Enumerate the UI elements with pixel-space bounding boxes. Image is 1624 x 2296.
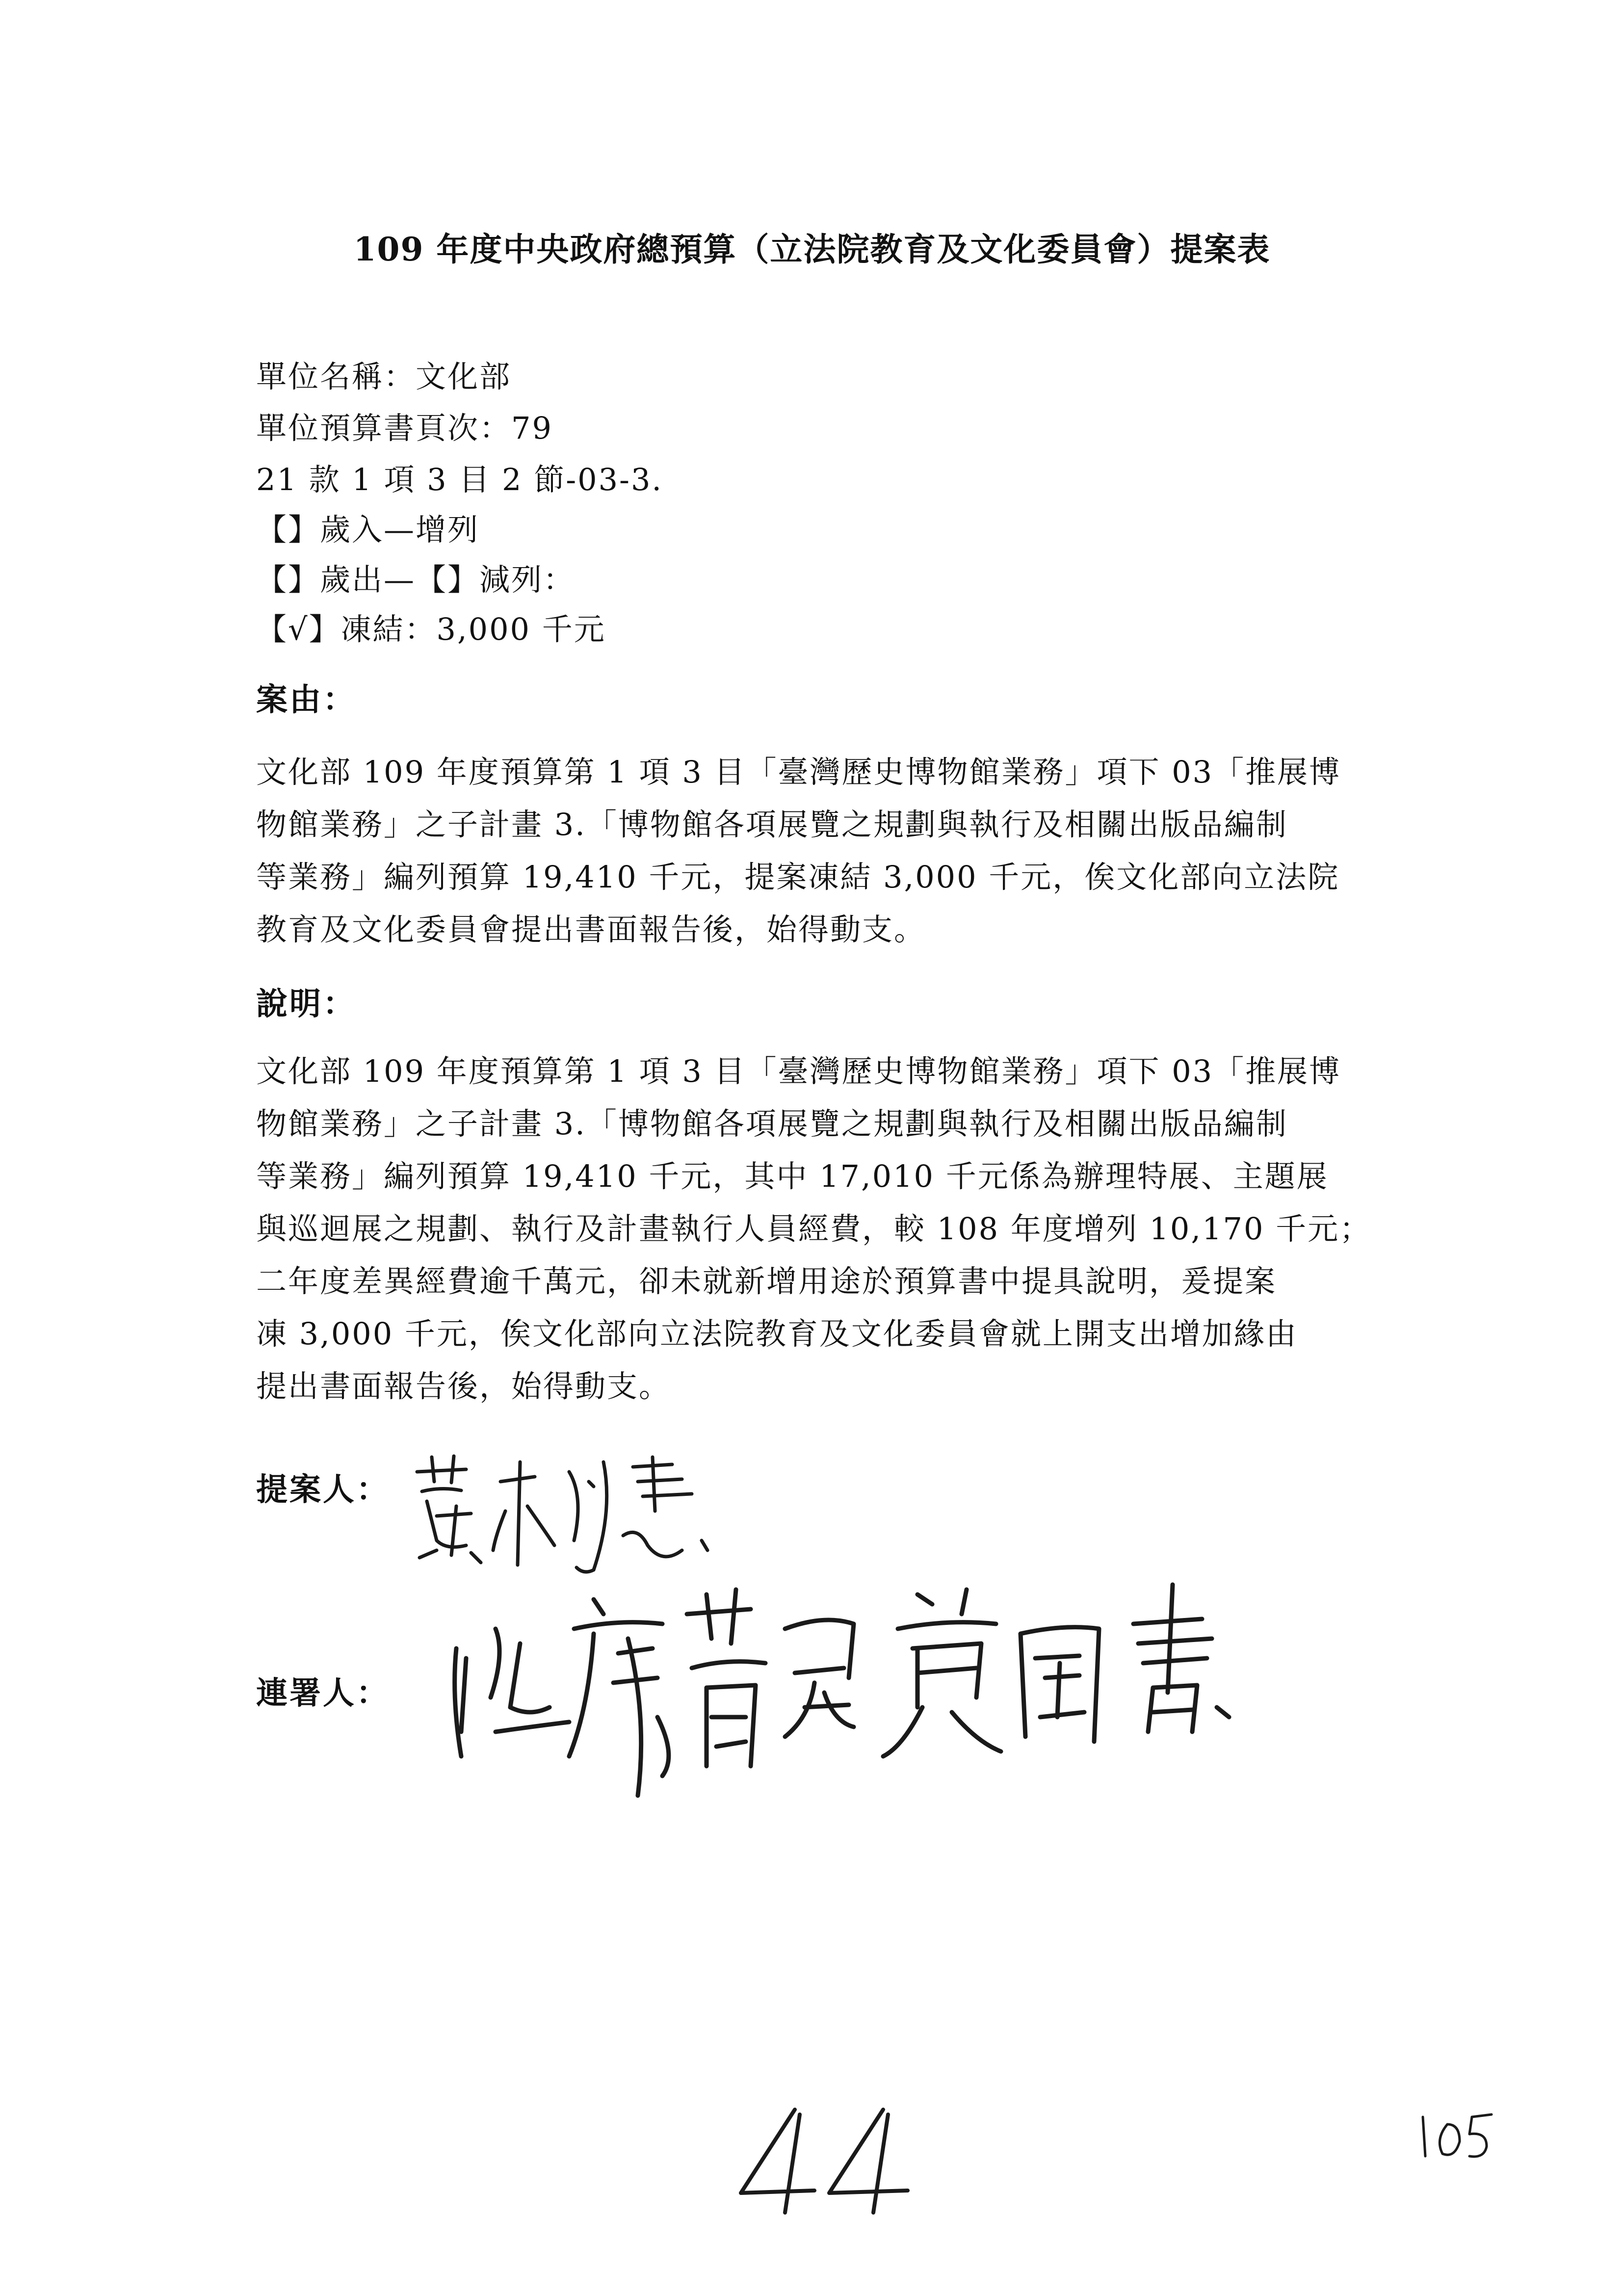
reason-line: 文化部 109 年度預算第 1 項 3 目「臺灣歷史博物館業務」項下 03「推展博: [256, 754, 1341, 790]
page-title: 109 年度中央政府總預算（立法院教育及文化委員會）提案表: [353, 230, 1271, 268]
cosigner-label: 連署人：: [256, 1675, 390, 1712]
proposer-signature: [407, 1452, 711, 1580]
unit-name: 單位名稱：文化部: [256, 359, 512, 394]
explanation-line: 物館業務」之子計畫 3.「博物館各項展覽之規劃與執行及相關出版品編制: [256, 1106, 1288, 1142]
cosigner-signatures: [432, 1570, 1241, 1825]
reason-heading: 案由：: [256, 681, 356, 718]
expense-reduction-option: 【】歲出—【】減列：: [256, 562, 576, 598]
explanation-line: 文化部 109 年度預算第 1 項 3 目「臺灣歷史博物館業務」項下 03「推展博: [256, 1053, 1341, 1089]
handwritten-corner-number: [1413, 2105, 1501, 2164]
explanation-paragraph: [256, 1045, 1385, 1412]
explanation-line: 二年度差異經費逾千萬元，卻未就新增用途於預算書中提具說明，爰提案: [256, 1263, 1277, 1299]
explanation-line: 與巡迴展之規劃、執行及計畫執行人員經費，較 108 年度增列 10,170 千元；: [256, 1211, 1372, 1247]
proposer-label: 提案人：: [256, 1471, 390, 1508]
revenue-increase-option: 【】歲入—增列: [256, 512, 480, 548]
reason-paragraph: [256, 746, 1385, 956]
explanation-line: 凍 3,000 千元，俟文化部向立法院教育及文化委員會就上開支出增加緣由: [256, 1316, 1298, 1352]
budget-section: 21 款 1 項 3 目 2 節-03-3.: [256, 462, 663, 497]
explanation-heading: 說明：: [256, 986, 356, 1022]
reason-line: 等業務」編列預算 19,410 千元，提案凍結 3,000 千元，俟文化部向立法院: [256, 859, 1340, 895]
reason-line: 物館業務」之子計畫 3.「博物館各項展覽之規劃與執行及相關出版品編制: [256, 807, 1288, 842]
explanation-line: 等業務」編列預算 19,410 千元，其中 17,010 千元係為辦理特展、主題展: [256, 1158, 1329, 1194]
freeze-option: 【√】凍結：3,000 千元: [256, 611, 606, 647]
explanation-line: 提出書面報告後，始得動支。: [256, 1368, 671, 1404]
handwritten-page-number: [731, 2100, 927, 2218]
reason-line: 教育及文化委員會提出書面報告後，始得動支。: [256, 912, 926, 947]
budget-page: 單位預算書頁次：79: [256, 410, 553, 446]
